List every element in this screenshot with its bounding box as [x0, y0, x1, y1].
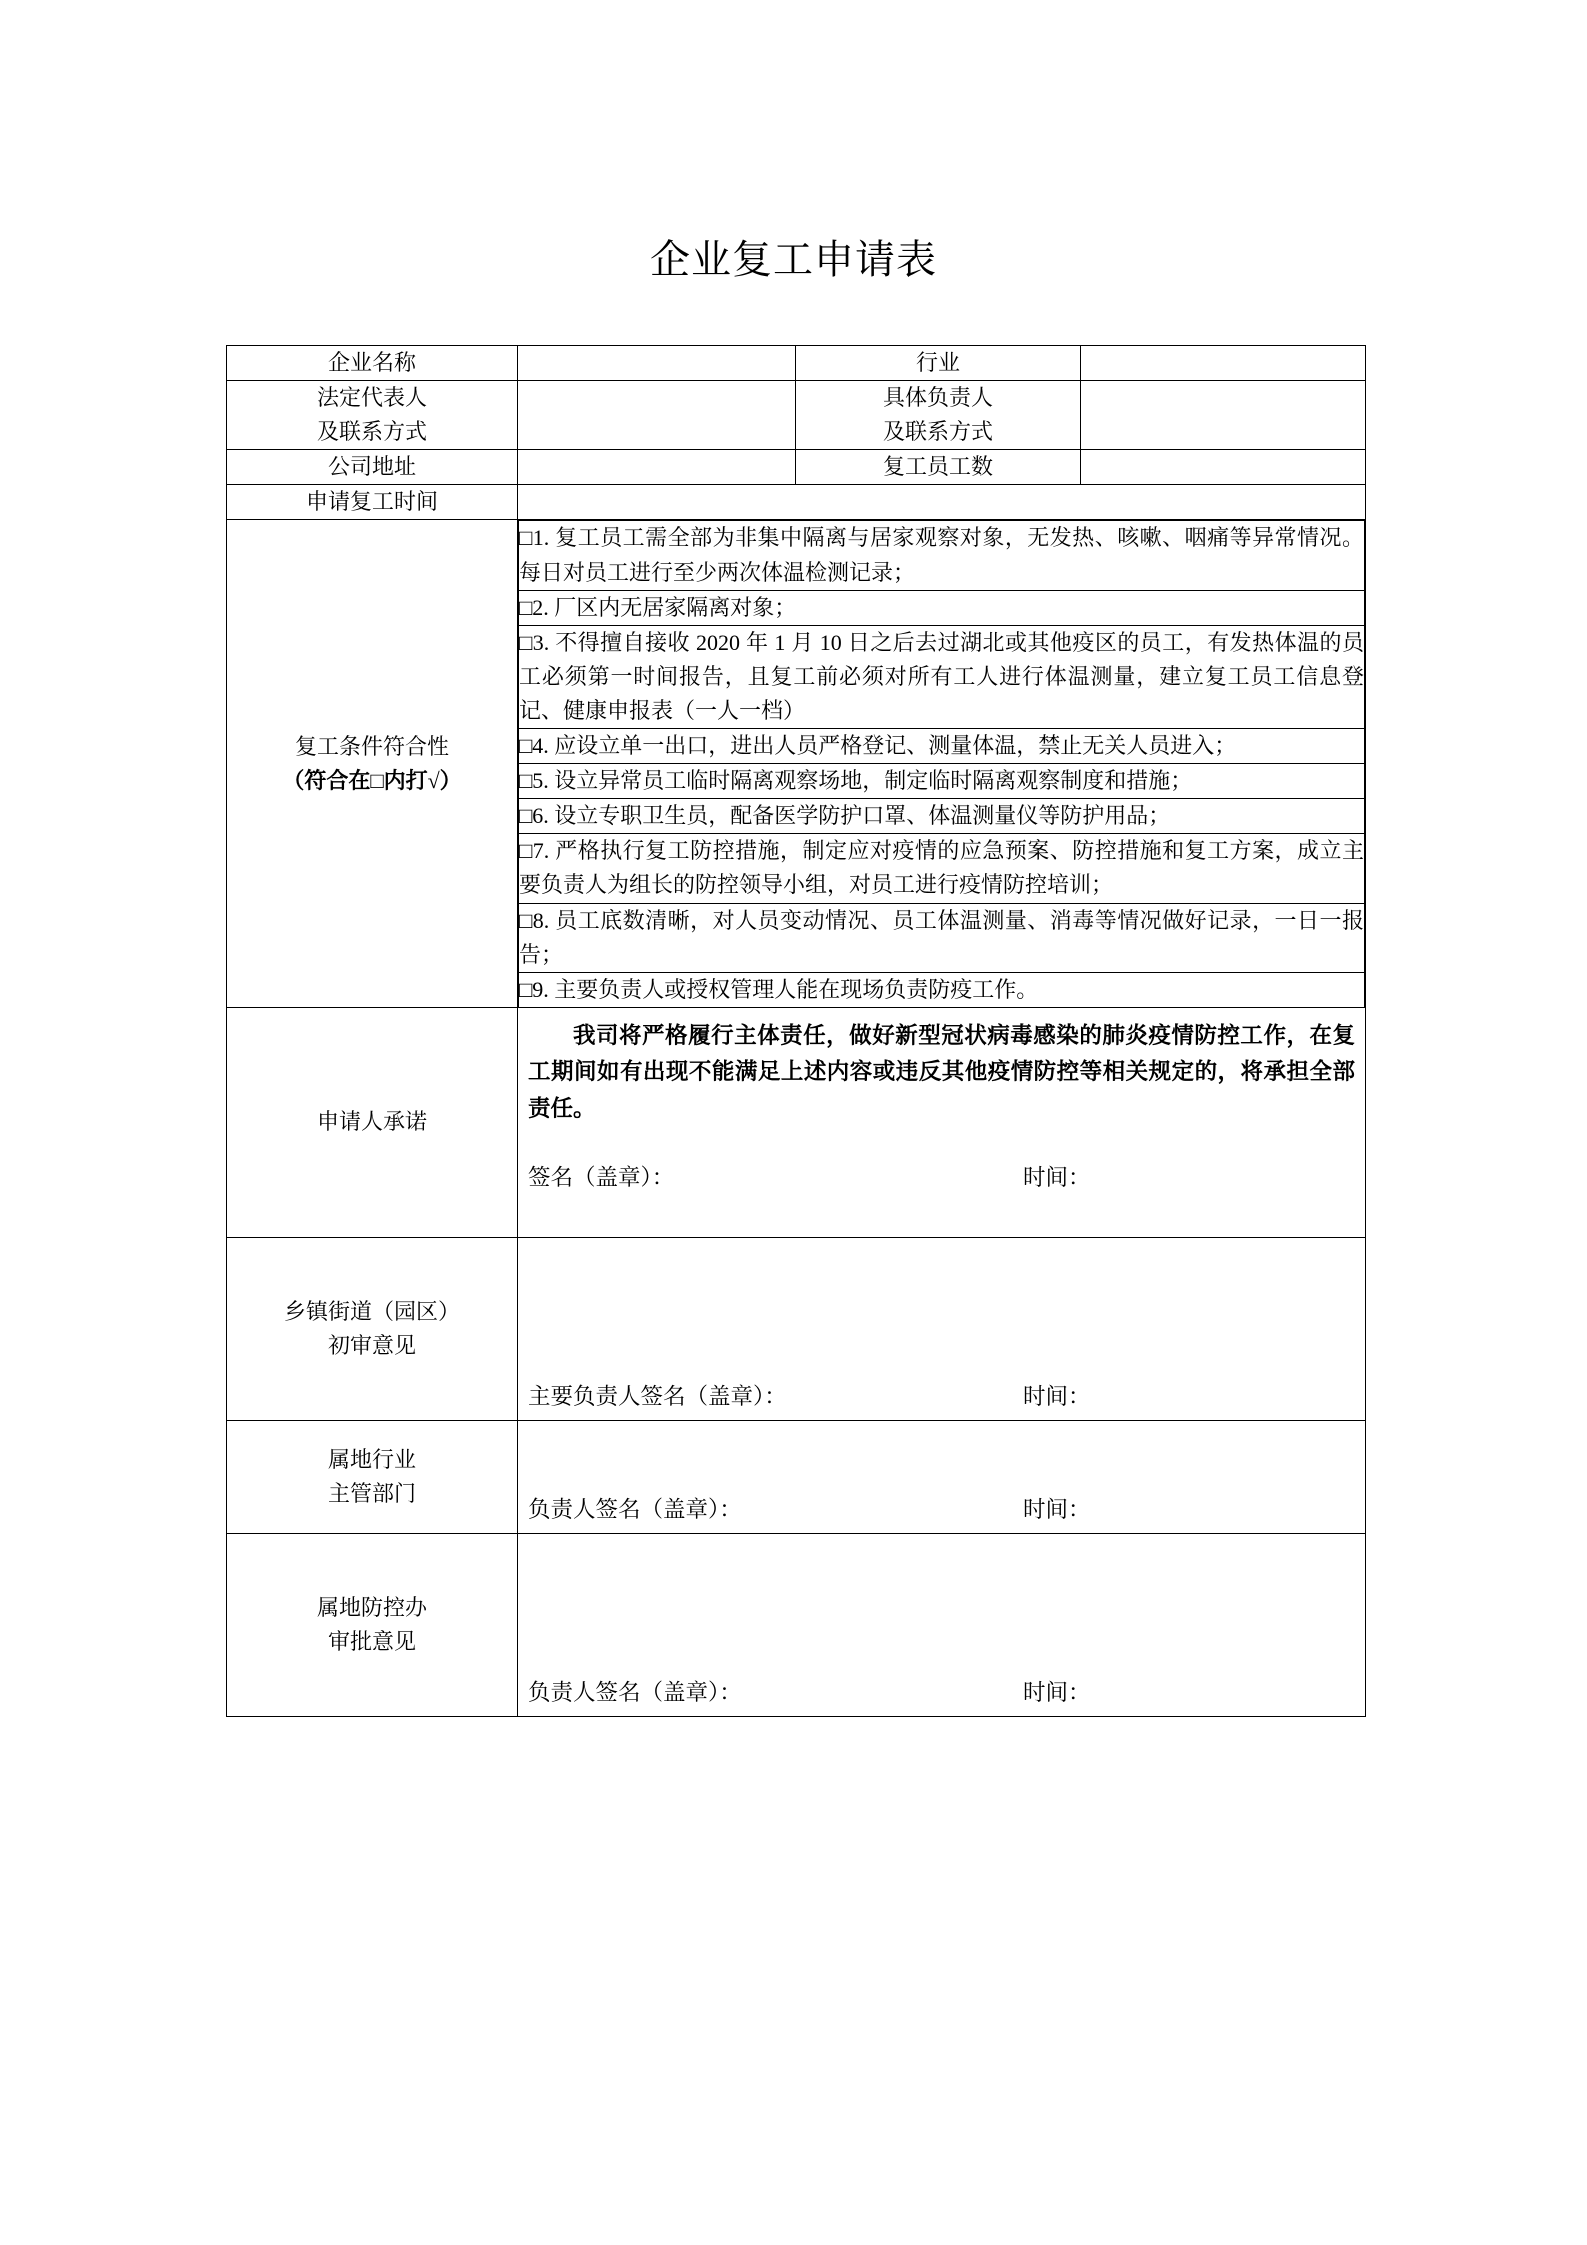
- label-industry-authority: [227, 1421, 518, 1534]
- label-industry-authority-line2: 主管部门: [327, 1481, 416, 1507]
- condition-item-4[interactable]: □4. 应设立单一出口，进出人员严格登记、测量体温，禁止无关人员进入；: [519, 729, 1365, 764]
- field-industry[interactable]: [1081, 346, 1366, 381]
- condition-item-2[interactable]: □2. 厂区内无居家隔离对象；: [519, 590, 1365, 625]
- township-signature-row: [528, 1380, 1355, 1410]
- conditions-checklist: [518, 520, 1365, 1006]
- condition-item-9[interactable]: □9. 主要负责人或授权管理人能在现场负责防疫工作。: [519, 972, 1365, 1007]
- label-responsible-person-line2: 及联系方式: [882, 419, 993, 445]
- field-responsible-person[interactable]: [1081, 381, 1366, 450]
- control-office-signature-row: [528, 1676, 1355, 1706]
- table-row: [227, 346, 1366, 381]
- label-township-review: [227, 1238, 518, 1421]
- condition-item-6[interactable]: □6. 设立专职卫生员，配备医学防护口罩、体温测量仪等防护用品；: [519, 799, 1365, 834]
- label-control-office-line2: 审批意见: [327, 1629, 416, 1655]
- table-row-conditions: [227, 520, 1366, 1007]
- label-control-office-line1: 属地防控办: [316, 1595, 427, 1620]
- condition-item-3[interactable]: □3. 不得擅自接收 2020 年 1 月 10 日之后去过湖北或其他疫区的员工，有发热体温的员工必须第一时间报告，且复工前必须对所有工人进行体温测量，建立复工员工信息登记、健康申报表（一人一档）: [519, 625, 1365, 728]
- control-office-signature-label[interactable]: 负责人签名（盖章）：: [528, 1680, 742, 1706]
- table-row: [227, 450, 1366, 485]
- township-review-cell: [518, 1238, 1366, 1421]
- industry-time-label[interactable]: 时间：: [1023, 1497, 1091, 1523]
- industry-signature-row: [528, 1493, 1355, 1523]
- label-company-address: 公司地址: [227, 450, 518, 485]
- industry-authority-cell: [518, 1421, 1366, 1534]
- label-responsible-person: [796, 381, 1081, 450]
- field-returning-employee-count[interactable]: [1081, 450, 1366, 485]
- promise-cell: [518, 1007, 1366, 1237]
- control-office-cell: [518, 1534, 1366, 1717]
- field-application-date[interactable]: [518, 485, 1366, 520]
- table-row-approval-township: [227, 1238, 1366, 1421]
- township-signature-label[interactable]: 主要负责人签名（盖章）：: [528, 1384, 787, 1410]
- table-row-approval-industry: [227, 1421, 1366, 1534]
- label-industry: 行业: [796, 346, 1081, 381]
- table-row-promise: [227, 1007, 1366, 1237]
- label-returning-employee-count: 复工员工数: [796, 450, 1081, 485]
- table-row: [227, 485, 1366, 520]
- field-legal-representative[interactable]: [518, 381, 796, 450]
- label-applicant-promise: 申请人承诺: [227, 1007, 518, 1237]
- control-office-time-label[interactable]: 时间：: [1023, 1680, 1091, 1706]
- label-conditions-line2: （符合在□内打√）: [282, 767, 462, 793]
- field-company-name[interactable]: [518, 346, 796, 381]
- condition-item-8[interactable]: □8. 员工底数清晰，对人员变动情况、员工体温测量、消毒等情况做好记录，一日一报告；: [519, 903, 1365, 972]
- industry-signature-label[interactable]: 负责人签名（盖章）：: [528, 1497, 742, 1523]
- label-legal-representative: [227, 381, 518, 450]
- promise-signature-label[interactable]: 签名（盖章）：: [528, 1165, 675, 1191]
- label-application-date: 申请复工时间: [227, 485, 518, 520]
- label-control-office: [227, 1534, 518, 1717]
- condition-item-7[interactable]: □7. 严格执行复工防控措施，制定应对疫情的应急预案、防控措施和复工方案，成立主要负责人为组长的防控领导小组，对员工进行疫情防控培训；: [519, 834, 1365, 903]
- label-legal-representative-line1: 法定代表人: [316, 385, 427, 411]
- table-row-approval-control-office: [227, 1534, 1366, 1717]
- label-township-review-line1: 乡镇街道（园区）: [283, 1299, 460, 1324]
- label-industry-authority-line1: 属地行业: [327, 1447, 416, 1472]
- label-legal-representative-line2: 及联系方式: [316, 419, 427, 445]
- conditions-list-cell: [518, 520, 1366, 1007]
- condition-item-5[interactable]: □5. 设立异常员工临时隔离观察场地，制定临时隔离观察制度和措施；: [519, 764, 1365, 799]
- label-company-name: 企业名称: [227, 346, 518, 381]
- field-company-address[interactable]: [518, 450, 796, 485]
- promise-statement: 我司将严格履行主体责任，做好新型冠状病毒感染的肺炎疫情防控工作，在复工期间如有出现不能满足上述内容或违反其他疫情防控等相关规定的，将承担全部责任。: [528, 1022, 1355, 1121]
- label-responsible-person-line1: 具体负责人: [882, 385, 993, 411]
- township-time-label[interactable]: 时间：: [1023, 1384, 1091, 1410]
- label-township-review-line2: 初审意见: [327, 1333, 416, 1359]
- page-title: 企业复工申请表: [650, 238, 937, 282]
- promise-time-label[interactable]: 时间：: [1023, 1165, 1091, 1191]
- reopening-application-form: [226, 345, 1366, 1717]
- promise-signature-row: [528, 1161, 1355, 1191]
- table-row: [227, 381, 1366, 450]
- label-conditions-line1: 复工条件符合性: [294, 733, 449, 759]
- label-conditions-compliance: [227, 520, 518, 1007]
- condition-item-1[interactable]: □1. 复工员工需全部为非集中隔离与居家观察对象，无发热、咳嗽、咽痛等异常情况。每日对员工进行至少两次体温检测记录；: [519, 521, 1365, 590]
